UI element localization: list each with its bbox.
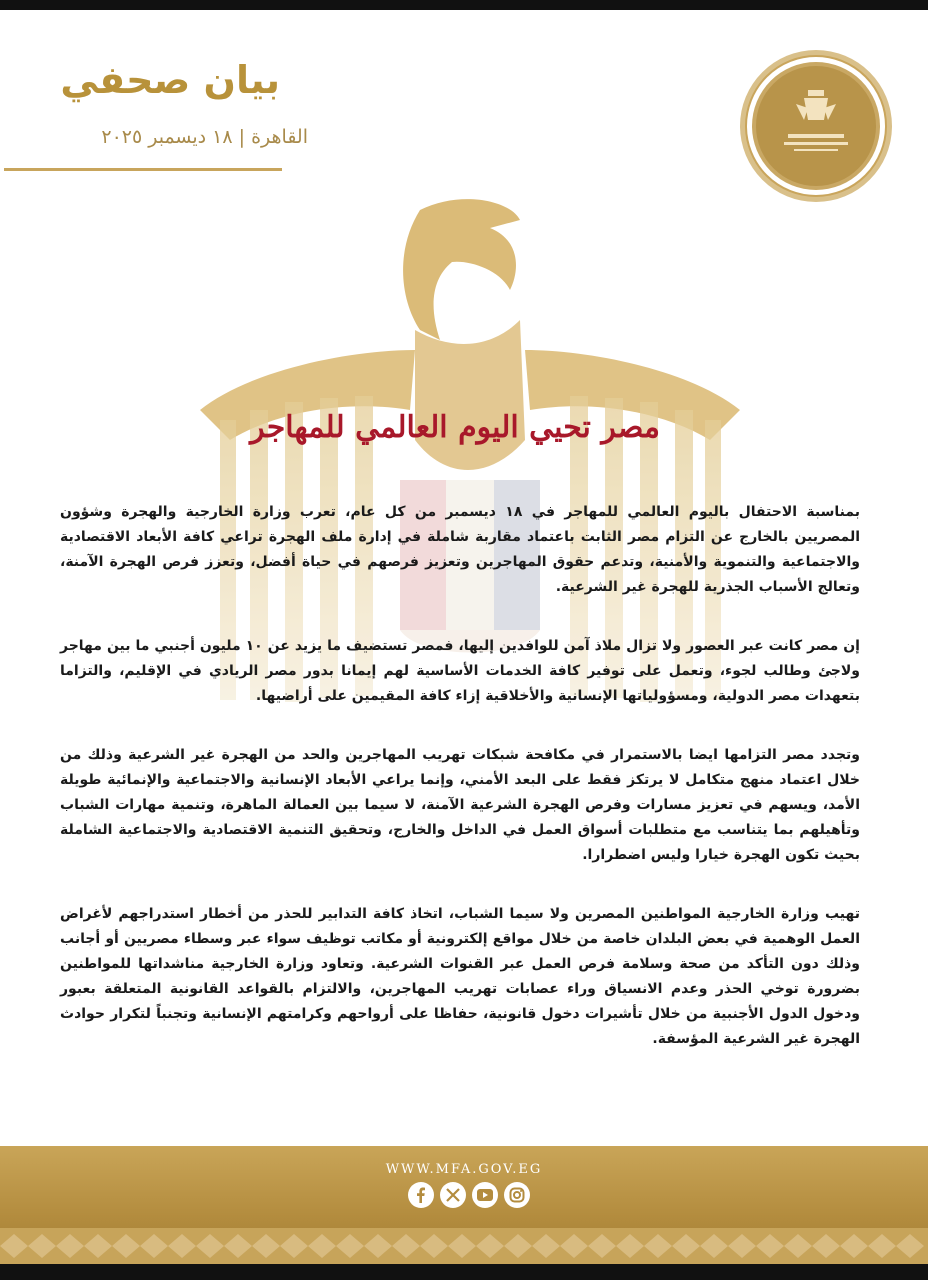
footer-pattern-icon	[0, 1228, 928, 1264]
paragraph: بمناسبة الاحتفال باليوم العالمي للمهاجر في ١٨ ديسمبر من كل عام، تعرب وزارة الخارجية والهجرة وشؤون المصريين بالخارج عن التزام مصر الثابت باعتماد مقاربة شاملة في إدارة ملف الهجرة تراعي كافة الأبعاد الاقتصادية والاجتماعية والتنموية والأمنية، وتدعم حقوق المهاجرين وتعزيز فرصهم في حياة أفضل، وتعزز فرص الهجرة الآمنة، وتعالج الأسباب الجذرية للهجرة غير الشرعية.	[60, 504, 860, 595]
website-link[interactable]: WWW.MFA.GOV.EG	[385, 1162, 543, 1177]
instagram-icon[interactable]	[504, 1182, 530, 1208]
youtube-icon[interactable]	[472, 1182, 498, 1208]
ministry-seal-icon	[738, 48, 894, 204]
paragraph: تهيب وزارة الخارجية المواطنين المصرين ولا سيما الشباب، اتخاذ كافة التدابير للحذر من أخطار استدراجهم لأغراض العمل الوهمية في بعض البلدان خاصة من خلال مواقع إلكترونية أو مكاتب توظيف سواء عبر وسطاء مصريين أو أجانب وذلك دون التأكد من صحة وسلامة فرص العمل عبر القنوات الشرعية. وتعاود وزارة الخارجية مناشداتها للمواطنين بضرورة توخي الحذر وعدم الانسياق وراء عصابات تهريب المهاجرين، والالتزام بالقواعد القانونية المتعلقة بعبور ودخول الدول الأجنبية من خلال تأشيرات دخول قانونية، حفاظا على أرواحهم وكرامتهم الإنسانية وتجنباً لتكرار حوادث الهجرة غير الشرعية المؤسفة.	[60, 906, 860, 1047]
headline: مصر تحيي اليوم العالمي للمهاجر	[250, 410, 660, 445]
press-release-page	[0, 10, 928, 1264]
facebook-icon[interactable]	[408, 1182, 434, 1208]
paragraph: وتجدد مصر التزامها ايضا بالاستمرار في مكافحة شبكات تهريب المهاجرين والحد من الهجرة غير الشرعية وذلك من خلال اعتماد منهج متكامل لا يرتكز فقط على البعد الأمني، وإنما يراعي الأبعاد الإنسانية والاجتماعية والإنمائية طويلة الأمد، ويسهم في تعزيز مسارات وفرص الهجرة الشرعية الآمنة، لا سيما بين العمالة الماهرة، وتنمية مهارات الشباب وتأهيلهم بما يتناسب مع متطلبات أسواق العمل في الداخل والخارج، وتحقيق التنمية الاقتصادية والاجتماعية الشاملة بحيث تكون الهجرة خيارا وليس اضطرارا.	[60, 747, 860, 863]
x-icon[interactable]	[440, 1182, 466, 1208]
paragraph: إن مصر كانت عبر العصور ولا تزال ملاذ آمن للوافدين إليها، فمصر تستضيف ما يزيد عن ١٠ مليون أجنبي ما بين مهاجر ولاجئ وطالب لجوء، وتعمل على توفير كافة الخدمات الأساسية لهم إيمانا بدور مصر الريادي في الإقليم، والتزاما بتعهدات مصر الدولية، ومسؤولياتها الإنسانية والأخلاقية إزاء كافة المقيمين على أراضيها.	[60, 638, 860, 704]
press-release-body	[60, 500, 860, 1086]
header-divider	[4, 168, 282, 171]
social-links	[408, 1182, 530, 1208]
footer-bar	[0, 1146, 928, 1264]
dateline: القاهرة | ١٨ ديسمبر ٢٠٢٥	[101, 126, 308, 148]
press-release-title: بيان صحفي	[60, 58, 280, 102]
